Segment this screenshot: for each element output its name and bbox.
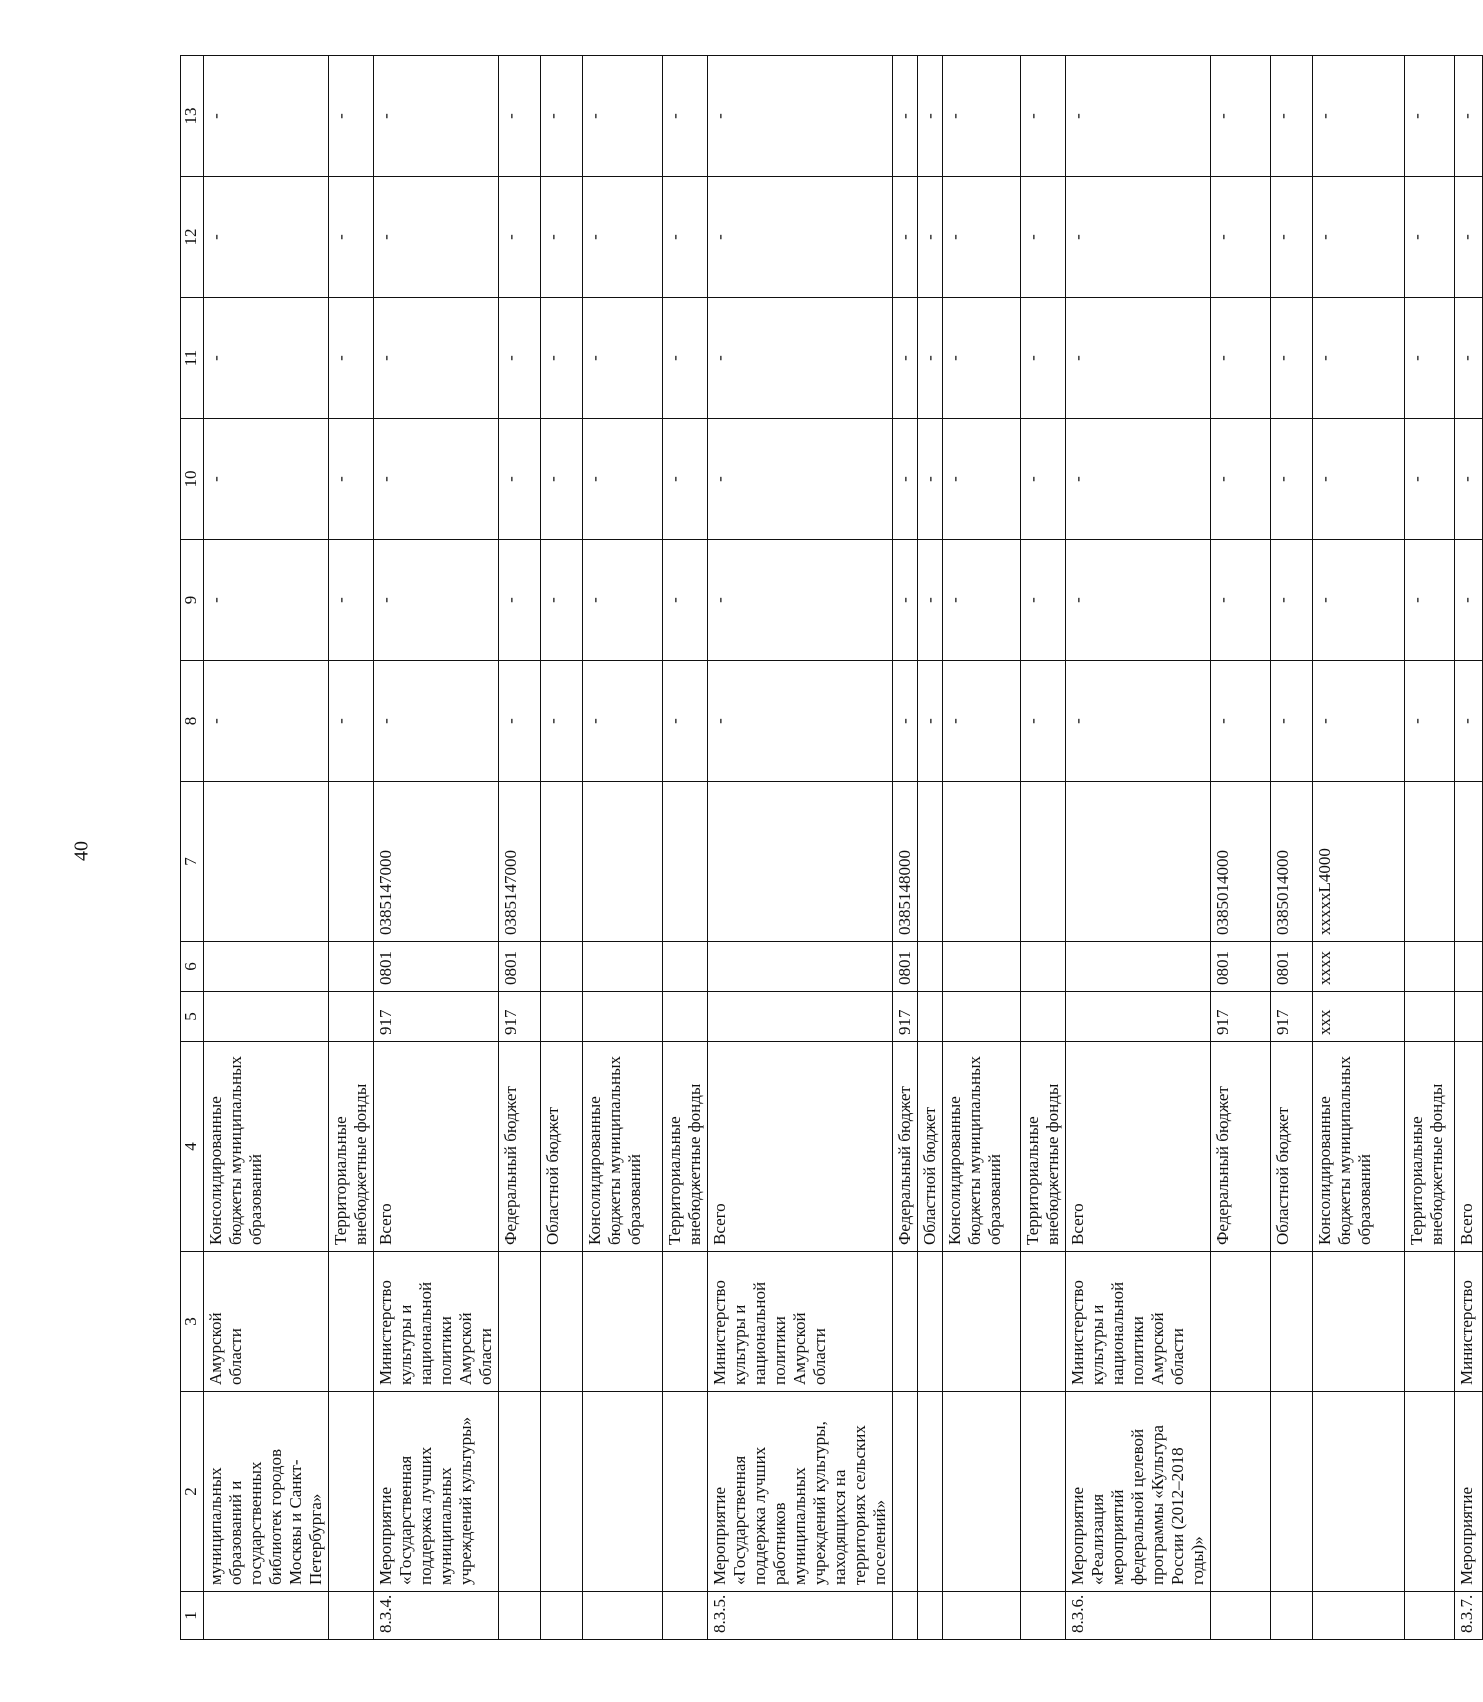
table-cell <box>1455 992 1483 1042</box>
table-cell: - <box>893 661 918 782</box>
table-cell: - <box>1021 661 1066 782</box>
table-cell <box>663 782 708 942</box>
table-cell: - <box>918 298 943 419</box>
table-cell: - <box>374 419 499 540</box>
table-cell: - <box>1021 56 1066 177</box>
table-cell: 0385014000 <box>1271 782 1313 942</box>
table-cell <box>918 1592 943 1640</box>
table-cell: - <box>1313 177 1405 298</box>
table-cell: - <box>893 177 918 298</box>
table-cell: - <box>1405 56 1455 177</box>
table-row <box>329 56 374 1640</box>
table-cell: - <box>893 56 918 177</box>
table-cell <box>1066 942 1211 992</box>
table-cell: - <box>204 540 329 661</box>
table-row <box>1271 56 1313 1640</box>
table-cell <box>499 1252 541 1392</box>
table-cell <box>541 1392 583 1592</box>
table-cell: - <box>1455 298 1483 419</box>
table-cell: - <box>541 177 583 298</box>
table-cell: - <box>708 56 893 177</box>
table-cell: - <box>1271 540 1313 661</box>
table-cell: - <box>374 298 499 419</box>
table-cell <box>893 1392 918 1592</box>
table-cell <box>1271 1252 1313 1392</box>
table-cell: - <box>374 661 499 782</box>
table-cell: 0801 <box>1211 942 1271 992</box>
table-cell: - <box>1211 298 1271 419</box>
table-cell: - <box>893 298 918 419</box>
table-cell <box>583 1392 663 1592</box>
table-row <box>663 56 708 1640</box>
table-cell <box>541 1592 583 1640</box>
table-cell <box>1405 782 1455 942</box>
table-cell <box>918 1392 943 1592</box>
table-cell: Областной бюджет <box>1271 1042 1313 1252</box>
table-cell: - <box>541 661 583 782</box>
table-cell: Федеральный бюджет <box>893 1042 918 1252</box>
table-cell: - <box>663 298 708 419</box>
table-cell: 0801 <box>374 942 499 992</box>
column-header: 2 <box>181 1392 204 1592</box>
table-cell: - <box>943 540 1021 661</box>
table-cell: Консолидированные бюджеты муниципальных образований <box>943 1042 1021 1252</box>
table-cell: - <box>541 540 583 661</box>
table-cell <box>918 1252 943 1392</box>
table-cell: Консолидированные бюджеты муниципальных образований <box>583 1042 663 1252</box>
table-cell: - <box>329 56 374 177</box>
table-cell: 0801 <box>893 942 918 992</box>
table-cell: 8.3.6. <box>1066 1592 1211 1640</box>
table-cell: - <box>663 177 708 298</box>
table-cell <box>329 942 374 992</box>
table-cell: - <box>918 177 943 298</box>
table-cell: - <box>943 56 1021 177</box>
table-cell: - <box>1271 177 1313 298</box>
table-row <box>583 56 663 1640</box>
table-cell <box>541 942 583 992</box>
table-cell: 0385148000 <box>893 782 918 942</box>
table-row <box>499 56 541 1640</box>
table-cell: - <box>583 661 663 782</box>
table-cell: xxxx <box>1313 942 1405 992</box>
table-row <box>1021 56 1066 1640</box>
table-cell <box>1313 1592 1405 1640</box>
column-header: 5 <box>181 992 204 1042</box>
table-cell <box>329 782 374 942</box>
table-cell: - <box>663 540 708 661</box>
table-cell: - <box>1271 661 1313 782</box>
table-cell: Мероприятие <box>1455 1392 1483 1592</box>
table-cell <box>204 942 329 992</box>
table-cell <box>329 1252 374 1392</box>
table-cell <box>1313 1252 1405 1392</box>
table-cell: - <box>1313 661 1405 782</box>
column-header: 1 <box>181 1592 204 1640</box>
table-cell: - <box>1066 661 1211 782</box>
table-cell: - <box>499 419 541 540</box>
table-cell: 917 <box>374 992 499 1042</box>
table-cell <box>663 1592 708 1640</box>
table-cell: - <box>708 540 893 661</box>
table-cell: - <box>708 661 893 782</box>
table-cell <box>204 782 329 942</box>
table-cell: - <box>1066 419 1211 540</box>
table-cell <box>1405 1392 1455 1592</box>
table-cell: - <box>204 661 329 782</box>
table-cell: - <box>204 177 329 298</box>
table-cell: - <box>329 540 374 661</box>
table-row <box>1455 56 1483 1640</box>
table-cell <box>583 942 663 992</box>
table-cell: - <box>1066 298 1211 419</box>
table-cell <box>583 1592 663 1640</box>
table-cell <box>893 1592 918 1640</box>
table-cell: Консолидированные бюджеты муниципальных образований <box>1313 1042 1405 1252</box>
table-row <box>204 56 329 1640</box>
table-cell: - <box>499 56 541 177</box>
table-cell: - <box>583 56 663 177</box>
table-cell: - <box>943 661 1021 782</box>
table-cell: Федеральный бюджет <box>1211 1042 1271 1252</box>
table-cell: - <box>329 177 374 298</box>
table-cell <box>1066 992 1211 1042</box>
table-cell <box>943 942 1021 992</box>
table-cell: 8.3.7. <box>1455 1592 1483 1640</box>
table-cell: 917 <box>893 992 918 1042</box>
table-cell: Всего <box>374 1042 499 1252</box>
table-cell <box>541 782 583 942</box>
table-cell: Амурской области <box>204 1252 329 1392</box>
table-cell <box>1405 942 1455 992</box>
table-cell: - <box>663 661 708 782</box>
table-cell: - <box>918 419 943 540</box>
table-cell <box>708 942 893 992</box>
table-cell: - <box>374 540 499 661</box>
table-cell: - <box>499 540 541 661</box>
table-cell <box>1021 1252 1066 1392</box>
table-cell: 8.3.5. <box>708 1592 893 1640</box>
table-cell: Всего <box>1455 1042 1483 1252</box>
table-row <box>1313 56 1405 1640</box>
column-header: 9 <box>181 540 204 661</box>
table-cell: - <box>374 177 499 298</box>
table-cell: 0801 <box>499 942 541 992</box>
table-cell: - <box>893 419 918 540</box>
table-row <box>541 56 583 1640</box>
table-cell: - <box>943 419 1021 540</box>
table-cell <box>1211 1392 1271 1592</box>
table-cell: - <box>1021 177 1066 298</box>
table-cell: 8.3.4. <box>374 1592 499 1640</box>
table-cell: - <box>1066 540 1211 661</box>
table-cell: xxxxxL4000 <box>1313 782 1405 942</box>
table-cell: - <box>1405 661 1455 782</box>
table-cell: Территориальные внебюджетные фонды <box>1405 1042 1455 1252</box>
header-row <box>181 56 204 1640</box>
table-cell: 0801 <box>1271 942 1313 992</box>
table-cell <box>583 782 663 942</box>
table-cell: - <box>1313 298 1405 419</box>
table-cell: - <box>583 298 663 419</box>
table-cell: 917 <box>499 992 541 1042</box>
column-header: 3 <box>181 1252 204 1392</box>
table-cell: Министерство культуры и национальной политики Амурской области <box>374 1252 499 1392</box>
table-cell <box>708 782 893 942</box>
table-cell <box>583 1252 663 1392</box>
table-cell <box>918 942 943 992</box>
table-cell: Министерство культуры и национальной политики Амурской области <box>1066 1252 1211 1392</box>
table-cell: - <box>1455 177 1483 298</box>
table-cell: - <box>1211 177 1271 298</box>
table-cell <box>1021 992 1066 1042</box>
table-cell: Министерство культуры и национальной политики Амурской области <box>708 1252 893 1392</box>
column-header: 13 <box>181 56 204 177</box>
table-cell <box>541 1252 583 1392</box>
table-cell: - <box>1313 419 1405 540</box>
table-cell: Всего <box>708 1042 893 1252</box>
table-cell <box>708 992 893 1042</box>
column-header: 8 <box>181 661 204 782</box>
table-cell: 0385147000 <box>374 782 499 942</box>
table-cell <box>918 782 943 942</box>
column-header: 11 <box>181 298 204 419</box>
column-header: 7 <box>181 782 204 942</box>
table-cell <box>893 1252 918 1392</box>
table-cell: - <box>499 177 541 298</box>
table-cell <box>1271 1592 1313 1640</box>
table-cell: - <box>583 540 663 661</box>
table-cell: 0385014000 <box>1211 782 1271 942</box>
table-cell <box>663 942 708 992</box>
table-cell <box>499 1592 541 1640</box>
table-cell: - <box>541 56 583 177</box>
table-cell <box>943 1592 1021 1640</box>
table-cell: - <box>499 298 541 419</box>
table-cell: 917 <box>1271 992 1313 1042</box>
table-cell: - <box>943 177 1021 298</box>
table-cell: - <box>1405 177 1455 298</box>
table-cell: Мероприятие «Государственная поддержка лучших муниципальных учреждений культуры» <box>374 1392 499 1592</box>
table-cell <box>1271 1392 1313 1592</box>
table-row <box>943 56 1021 1640</box>
table-cell: - <box>1455 419 1483 540</box>
table-row <box>374 56 499 1640</box>
table-cell: - <box>1211 661 1271 782</box>
table-cell: 917 <box>1211 992 1271 1042</box>
table-cell <box>663 992 708 1042</box>
table-cell: - <box>1405 419 1455 540</box>
table-row <box>1066 56 1211 1640</box>
table-cell: - <box>1455 540 1483 661</box>
table-cell <box>1211 1592 1271 1640</box>
table-cell: - <box>204 56 329 177</box>
column-header: 10 <box>181 419 204 540</box>
table-cell <box>583 992 663 1042</box>
table-cell: Министерство <box>1455 1252 1483 1392</box>
table-body <box>204 56 1483 1640</box>
table-cell <box>499 1392 541 1592</box>
table-cell: - <box>1455 56 1483 177</box>
table-cell: - <box>1313 56 1405 177</box>
table-cell <box>1405 992 1455 1042</box>
table-cell <box>329 1592 374 1640</box>
table-cell <box>1021 1592 1066 1640</box>
table-cell: - <box>329 419 374 540</box>
table-cell: Территориальные внебюджетные фонды <box>329 1042 374 1252</box>
table-cell: - <box>918 661 943 782</box>
table-cell: - <box>1021 298 1066 419</box>
table-cell: Областной бюджет <box>541 1042 583 1252</box>
table-cell <box>918 992 943 1042</box>
table-cell: - <box>1455 661 1483 782</box>
table-cell: - <box>1021 540 1066 661</box>
table-cell: - <box>583 419 663 540</box>
table-cell: - <box>1066 177 1211 298</box>
table-cell: - <box>1211 419 1271 540</box>
table-cell: - <box>374 56 499 177</box>
table-cell: - <box>918 540 943 661</box>
page-number: 40 <box>70 841 93 861</box>
table-cell: - <box>943 298 1021 419</box>
table-cell <box>943 1392 1021 1592</box>
table-row <box>1211 56 1271 1640</box>
table-cell: - <box>1066 56 1211 177</box>
column-header: 6 <box>181 942 204 992</box>
table-cell <box>329 992 374 1042</box>
table-cell <box>1455 942 1483 992</box>
table-cell <box>1405 1592 1455 1640</box>
table-cell <box>943 782 1021 942</box>
table-cell <box>204 1592 329 1640</box>
table-cell: Консолидированные бюджеты муниципальных образований <box>204 1042 329 1252</box>
table-cell: - <box>663 419 708 540</box>
table-row <box>708 56 893 1640</box>
table-row <box>918 56 943 1640</box>
table-cell: - <box>708 419 893 540</box>
table-cell: Территориальные внебюджетные фонды <box>663 1042 708 1252</box>
table-cell: Федеральный бюджет <box>499 1042 541 1252</box>
table-cell: - <box>1211 56 1271 177</box>
table-cell <box>1021 782 1066 942</box>
table-cell: - <box>663 56 708 177</box>
table-cell: - <box>204 419 329 540</box>
table-cell: Мероприятие «Государственная поддержка лучших работников муниципальных учреждений культуры, находящихся на территориях сельских поселений» <box>708 1392 893 1592</box>
table-cell: - <box>1271 56 1313 177</box>
table-cell: - <box>204 298 329 419</box>
table-cell <box>663 1252 708 1392</box>
table-cell: Мероприятие «Реализация мероприятий федеральной целевой программы «Культура России (2012–2018 годы)» <box>1066 1392 1211 1592</box>
table-cell <box>1021 942 1066 992</box>
table-cell: - <box>583 177 663 298</box>
table-cell <box>663 1392 708 1592</box>
table-cell: - <box>1405 540 1455 661</box>
table-cell: - <box>1271 419 1313 540</box>
table-row <box>1405 56 1455 1640</box>
table-cell: - <box>1211 540 1271 661</box>
table-cell <box>943 992 1021 1042</box>
budget-table <box>180 55 1483 1640</box>
table-cell: - <box>1271 298 1313 419</box>
table-cell <box>943 1252 1021 1392</box>
column-header: 12 <box>181 177 204 298</box>
table-cell: - <box>1313 540 1405 661</box>
table-cell: Всего <box>1066 1042 1211 1252</box>
table-cell: - <box>708 298 893 419</box>
budget-table-container <box>180 56 1476 1640</box>
table-cell <box>1455 782 1483 942</box>
table-cell <box>204 992 329 1042</box>
table-cell: - <box>918 56 943 177</box>
table-cell <box>1211 1252 1271 1392</box>
table-cell: - <box>1021 419 1066 540</box>
table-cell <box>1066 782 1211 942</box>
column-header: 4 <box>181 1042 204 1252</box>
table-cell: Областной бюджет <box>918 1042 943 1252</box>
table-cell <box>541 992 583 1042</box>
table-cell: xxx <box>1313 992 1405 1042</box>
table-cell: Территориальные внебюджетные фонды <box>1021 1042 1066 1252</box>
table-cell <box>1313 1392 1405 1592</box>
table-cell: 0385147000 <box>499 782 541 942</box>
table-cell: - <box>499 661 541 782</box>
table-cell: - <box>541 298 583 419</box>
table-cell: - <box>1405 298 1455 419</box>
table-cell: муниципальных образований и государственных библиотек городов Москвы и Санкт-Петербурга» <box>204 1392 329 1592</box>
table-cell: - <box>708 177 893 298</box>
table-cell: - <box>893 540 918 661</box>
table-cell: - <box>329 298 374 419</box>
table-cell <box>1021 1392 1066 1592</box>
table-row <box>893 56 918 1640</box>
table-cell <box>329 1392 374 1592</box>
table-cell <box>1405 1252 1455 1392</box>
table-cell: - <box>541 419 583 540</box>
table-cell: - <box>329 661 374 782</box>
